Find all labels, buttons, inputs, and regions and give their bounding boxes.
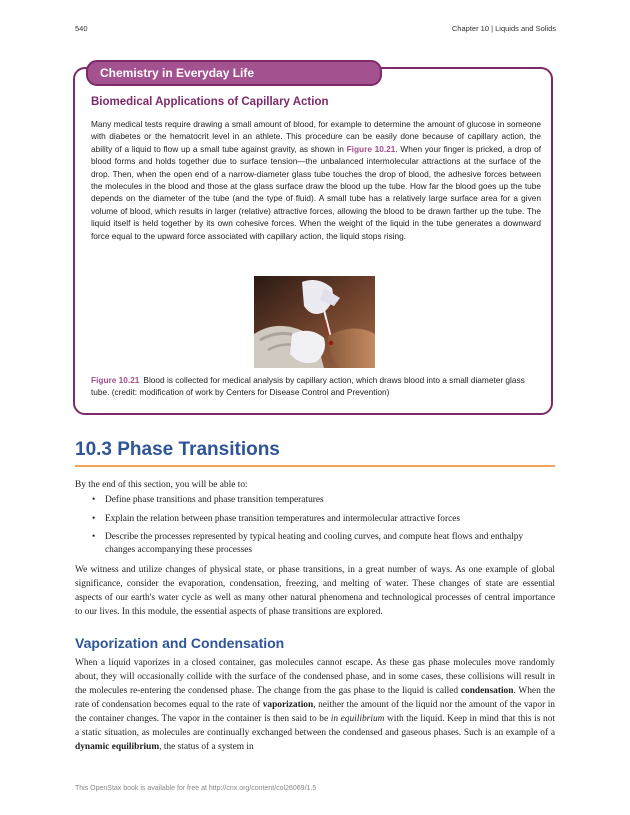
section-divider bbox=[75, 465, 555, 467]
learning-objectives bbox=[75, 494, 555, 562]
paragraph-text: , the status of a system in bbox=[159, 742, 254, 752]
term-dynamic-equilibrium: dynamic equilibrium bbox=[75, 742, 160, 752]
section-paragraph: We witness and utilize changes of physical state, or phase transitions, in a great number of ways. As one example of global significance, consider the evaporation, condensation, freezing, and melting of water. These changes of state are essential aspects of our earth's water cycle as well as many other natural phenomena and technological processes of central importance to our lives. In this module, the essential aspects of phase transitions are explored. bbox=[75, 565, 555, 617]
caption-label: Figure 10.21 bbox=[91, 375, 140, 385]
figure-10-21-link[interactable]: Figure 10.21 bbox=[346, 143, 396, 154]
feature-body-text: Many medical tests require drawing a small amount of blood, for example to determine the amount of glucose in someone with diabetes or the hematocrit level in an athlete. This procedure can be easily done because of capillary action, the ability of a liquid to flow up a small tube against gravity, as shown in bbox=[91, 119, 541, 154]
page-footer: This OpenStax book is available for free at http://cnx.org/content/col26069/1.5 bbox=[75, 785, 317, 792]
blood-collection-photo bbox=[254, 276, 375, 368]
page-number: 540 bbox=[75, 24, 88, 33]
figure-caption bbox=[91, 375, 541, 398]
feature-body bbox=[91, 118, 541, 242]
paragraph-text: When a liquid vaporizes in a closed container, gas molecules cannot escape. As these gas phase molecules move randomly about, they will occasionally collide with the surface of the condensed phase, and in some cases, these collisions will result in the molecules re-entering the condensed phase. The change from the gas phase to the liquid is called bbox=[75, 658, 555, 696]
objective-item: • Define phase transitions and phase transition temperatures bbox=[75, 494, 555, 507]
subsection-paragraph bbox=[75, 656, 555, 754]
term-vaporization: vaporization bbox=[262, 700, 314, 710]
section-title: 10.3 Phase Transitions bbox=[75, 439, 280, 460]
feature-title: Biomedical Applications of Capillary Action bbox=[91, 96, 329, 108]
paragraph-text: with the liquid. Keep in mind that this is not a static situation, as molecules are continually exchanged between the condensed and gaseous phases. Such is an example of a bbox=[75, 714, 555, 738]
caption-text: Blood is collected for medical analysis by capillary action, which draws blood into a small diameter glass tube. (credit: modification of work by Centers for Disease Control and Prevention) bbox=[91, 375, 525, 397]
objective-item: • Describe the processes represented by typical heating and cooling curves, and compute heat flows and enthalpy changes accompanying these processes bbox=[75, 531, 555, 556]
paragraph-text: . When the rate of condensation becomes equal to the rate of bbox=[75, 686, 555, 710]
chapter-header: Chapter 10 | Liquids and Solids bbox=[451, 24, 556, 33]
feature-body-text-cont: . When your finger is pricked, a drop of blood forms and holds together due to surface tension—the unbalanced intermolecular attractions at the surface of the drop. Then, when the open end of a narrow-diameter glass tube touches the drop of blood, the adhesive forces between the molecules in the blood and those at the glass surface draw the blood up the tube. How far the blood goes up the tube depends on the diameter of the tube (and the type of fluid). A small tube has a relatively large surface area for a given volume of blood, which results in larger (relative) attractive forces, allowing the blood to be drawn farther up the tube. The liquid itself is held together by its own cohesive forces. When the weight of the liquid in the tube generates a downward force equal to the upward force associated with capillary action, the liquid stops rising. bbox=[91, 143, 542, 241]
objective-item: • Explain the relation between phase transition temperatures and intermolecular attractive forces bbox=[75, 513, 555, 526]
photo-illustration bbox=[254, 276, 375, 368]
term-in-equilibrium: in equilibrium bbox=[330, 714, 385, 724]
feature-tab: Chemistry in Everyday Life bbox=[86, 60, 382, 86]
subsection-title: Vaporization and Condensation bbox=[75, 635, 285, 651]
term-condensation: condensation bbox=[460, 686, 514, 696]
objectives-intro: By the end of this section, you will be able to: bbox=[75, 480, 248, 490]
paragraph-text: , neither the amount of the liquid nor the amount of the vapor in the container changes. The vapor in the container is then said to be bbox=[75, 700, 555, 724]
